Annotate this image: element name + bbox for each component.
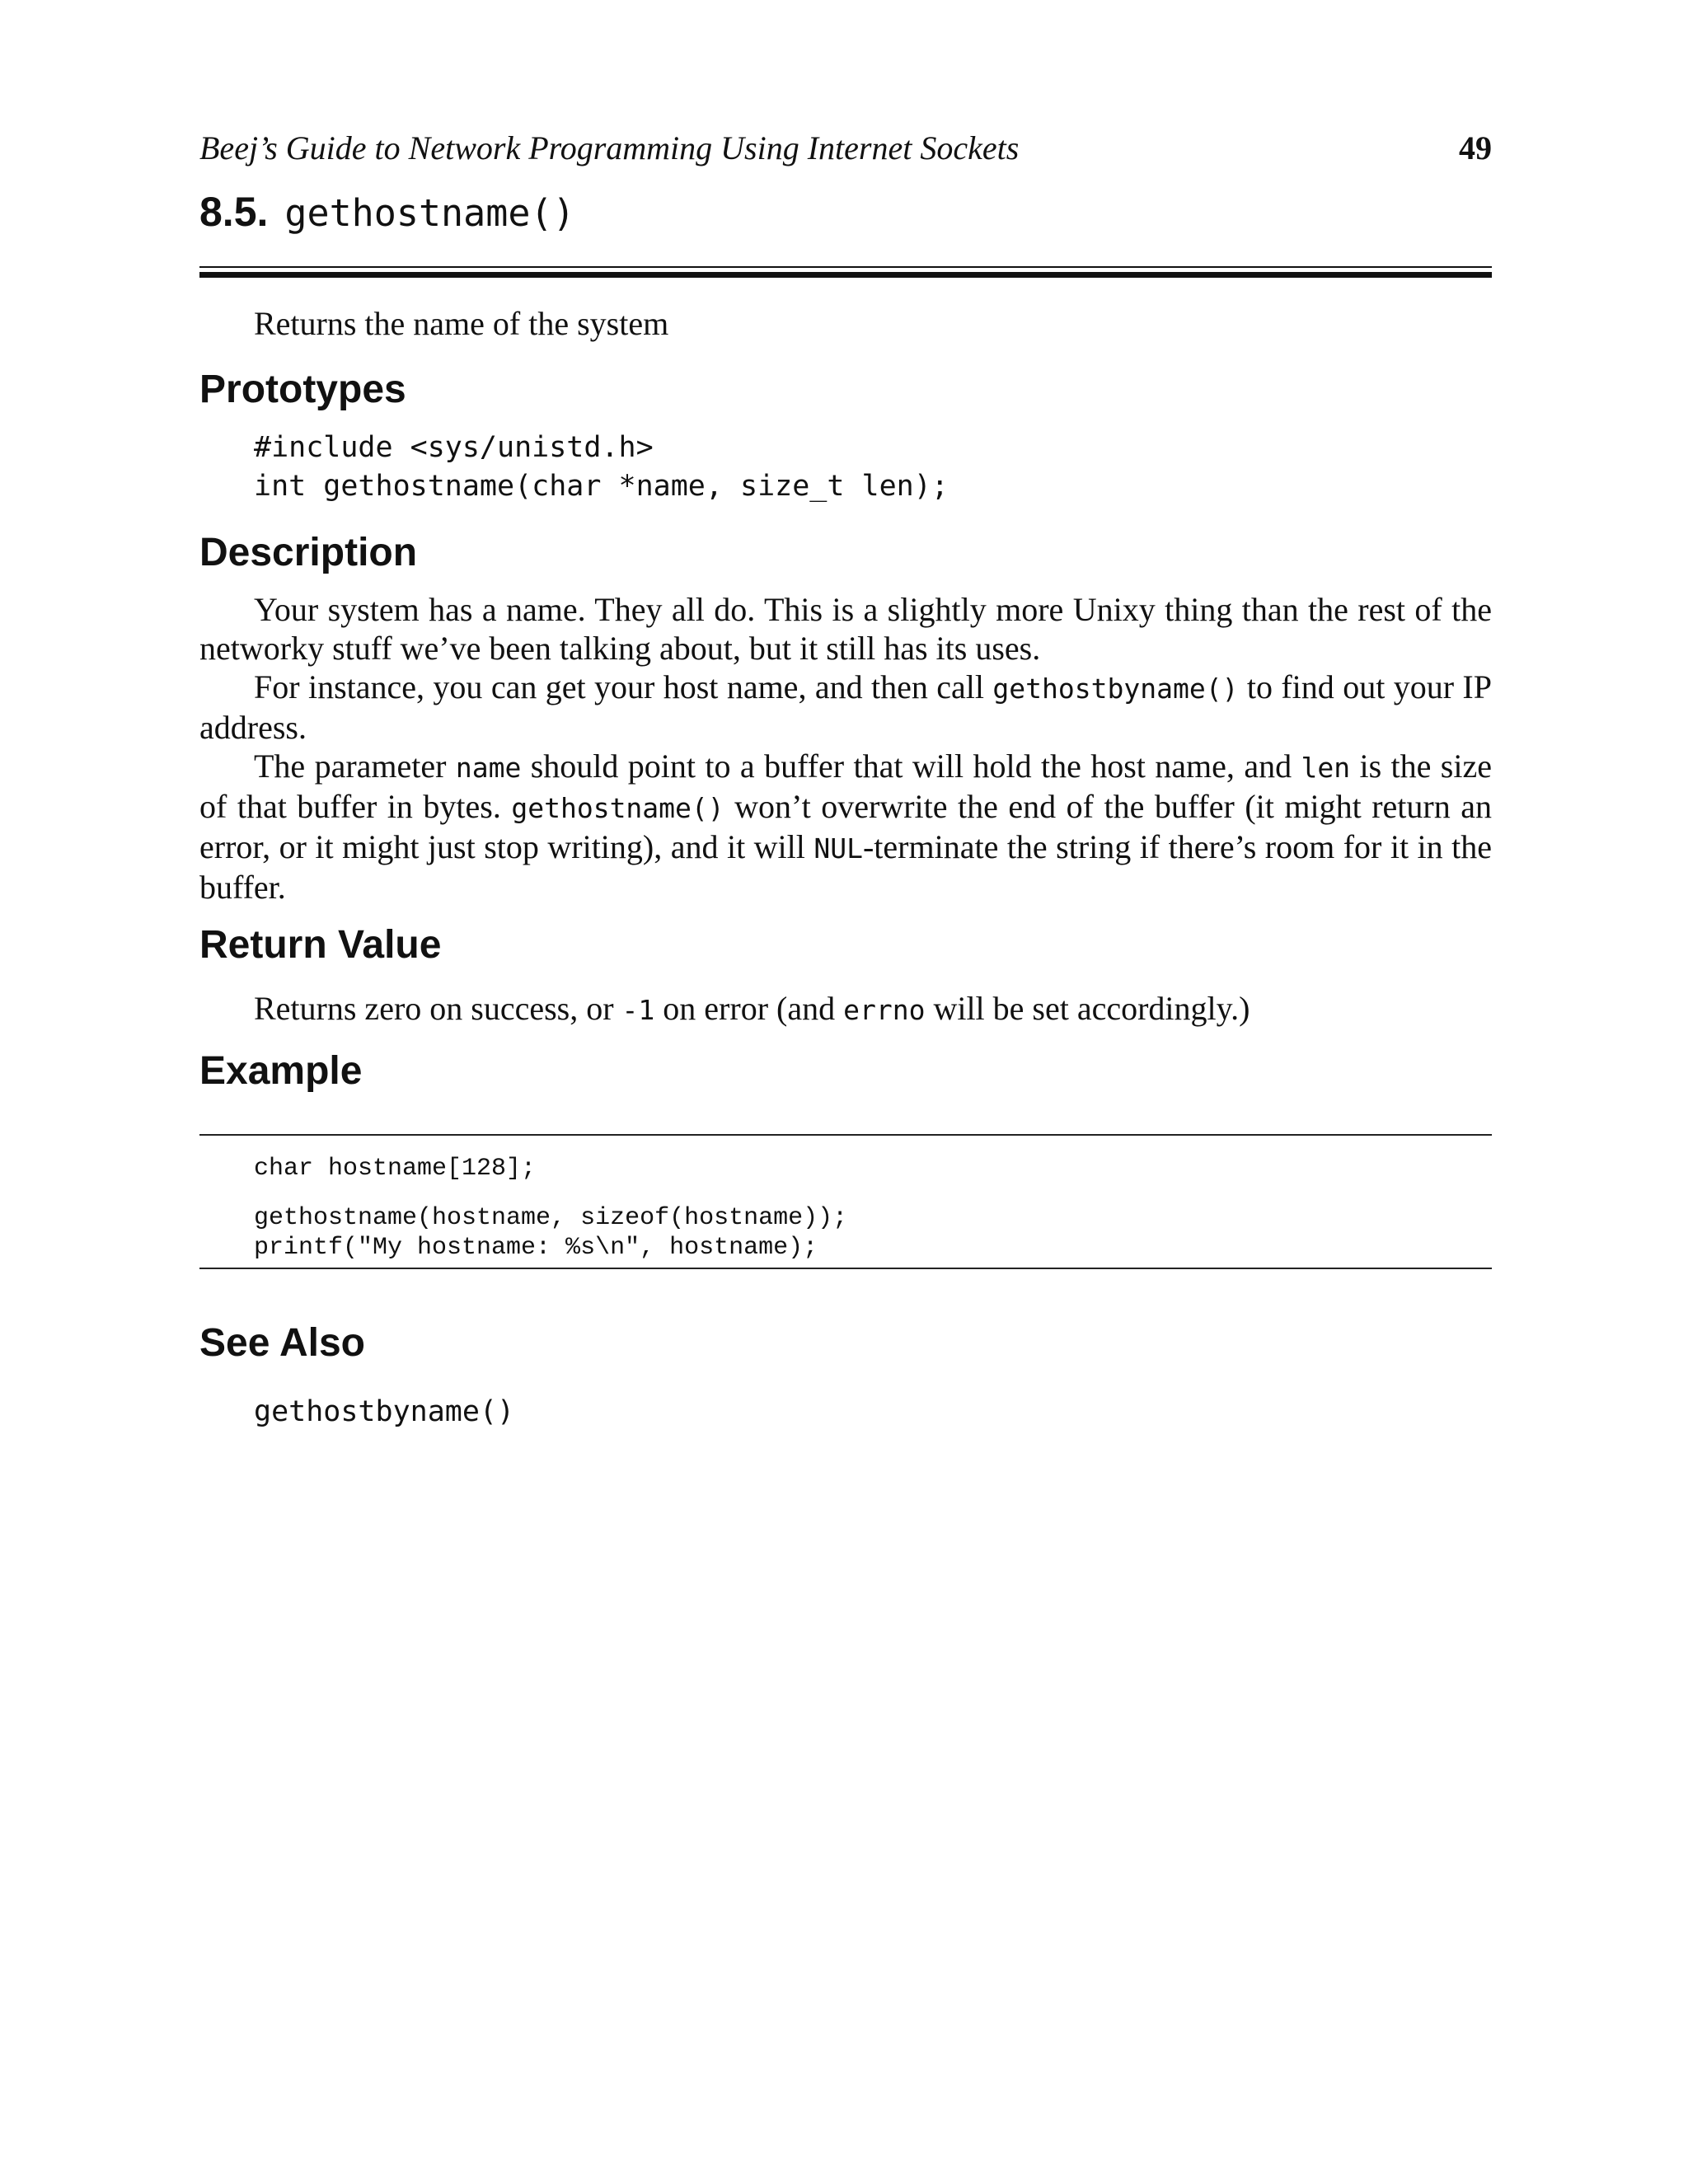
code-blank-line xyxy=(254,1183,847,1203)
return-value-heading: Return Value xyxy=(199,923,442,967)
example-top-rule xyxy=(199,1134,1492,1136)
prototype-line: #include <sys/unistd.h> xyxy=(254,431,654,464)
description-paragraph: Your system has a name. They all do. This is a slightly more Unixy thing than the rest of the networky stuff we’ve been talking about, but it still has its uses. xyxy=(199,591,1492,667)
running-header xyxy=(199,125,1492,171)
prototype-line: int gethostname(char *name, size_t len); xyxy=(254,470,949,503)
section-number: 8.5. xyxy=(199,189,269,235)
code-line: gethostname(hostname, sizeof(hostname)); xyxy=(254,1204,848,1232)
description-heading: Description xyxy=(199,531,418,574)
title-rule-thin xyxy=(199,266,1492,268)
code-line: char hostname[128]; xyxy=(254,1155,537,1183)
description-body xyxy=(199,590,1492,907)
inline-code: errno xyxy=(843,994,926,1026)
prototypes-heading: Prototypes xyxy=(199,368,406,411)
section-summary: Returns the name of the system xyxy=(254,305,669,342)
return-value-text: Returns zero on success, or -1 on error (and errno will be set accordingly.) xyxy=(254,990,1250,1027)
code-line: printf("My hostname: %s\n", hostname); xyxy=(254,1234,818,1262)
running-title: Beej’s Guide to Network Programming Using Internet Sockets xyxy=(199,129,1020,166)
inline-code: name xyxy=(455,752,522,784)
see-also-heading: See Also xyxy=(199,1321,365,1365)
page-number: 49 xyxy=(1459,129,1492,166)
title-rule-thick xyxy=(199,272,1492,278)
see-also-link[interactable]: gethostbyname() xyxy=(254,1395,515,1428)
inline-code: NUL xyxy=(814,832,863,865)
inline-code: -1 xyxy=(621,994,655,1026)
section-function-name: gethostname() xyxy=(284,191,575,235)
inline-code: gethostbyname() xyxy=(992,673,1239,705)
example-bottom-rule xyxy=(199,1268,1492,1269)
inline-code: gethostname() xyxy=(511,792,724,824)
prototype-code xyxy=(254,429,949,506)
inline-code: len xyxy=(1301,752,1351,784)
example-code xyxy=(254,1154,847,1263)
description-paragraph: The parameter name should point to a buffer that will hold the host name, and len is the size of that buffer in bytes. gethostname() won’t overwrite the end of the buffer (it might return an error, or it might just stop writing), and it will NUL-terminate the string if there’s room for it in the buffer. xyxy=(199,748,1493,906)
section-title xyxy=(199,188,575,247)
example-heading: Example xyxy=(199,1049,363,1093)
description-paragraph: For instance, you can get your host name, and then call gethostbyname() to find out your IP address. xyxy=(199,668,1493,746)
